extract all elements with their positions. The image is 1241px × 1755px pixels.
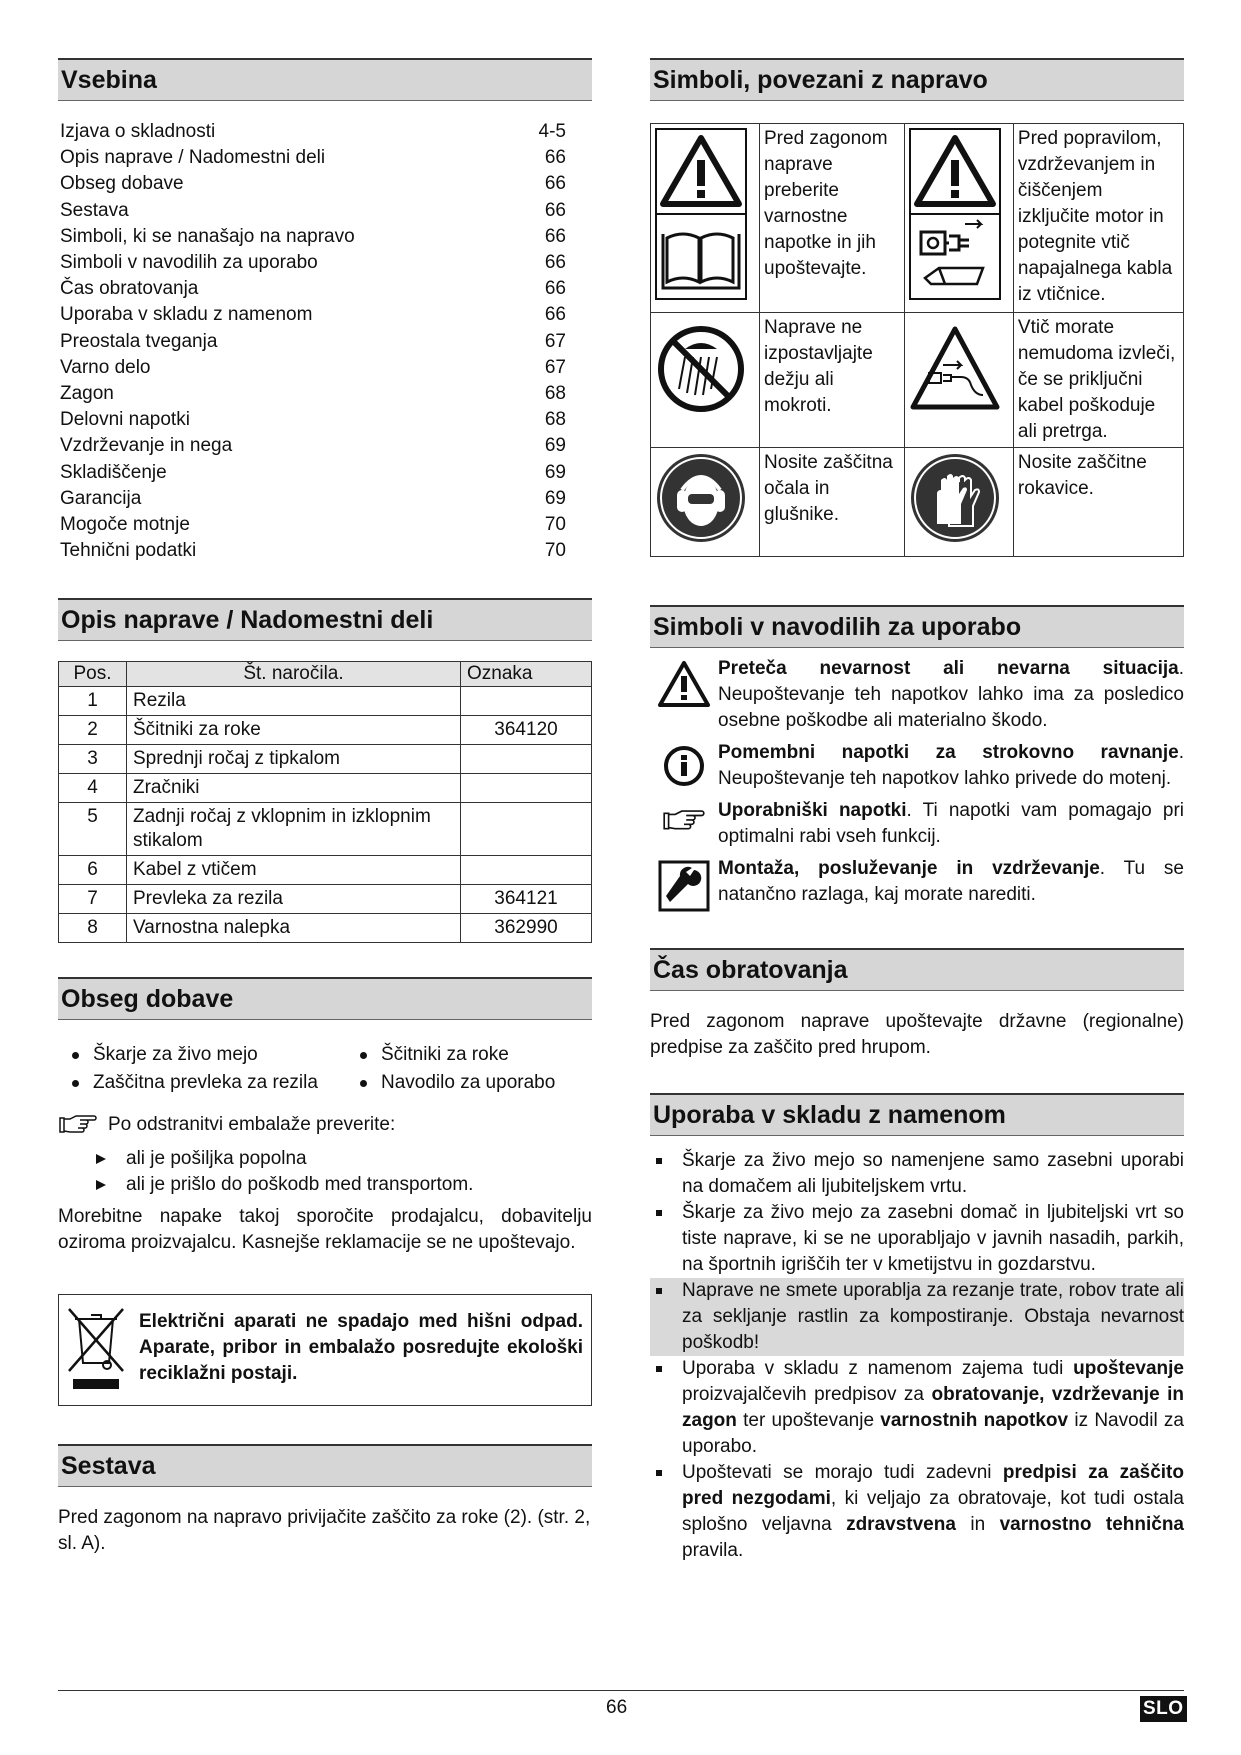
list-item: Škarje za živo mejo za zasebni domač in ljubiteljski vrt so tiste naprave, ki se ne uporabljajo v javnih nasadih, parkih, na športnih igriščih ter v kmetijstvu in gozdarstvu.: [650, 1200, 1184, 1278]
cell-pos: 5: [59, 803, 127, 856]
cell-pos: 2: [59, 716, 127, 745]
contents-heading: Vsebina: [58, 58, 592, 101]
cell-desc: Sprednji ročaj z tipkalom: [127, 745, 461, 774]
table-row: [59, 716, 592, 745]
toc-label: Opis naprave / Nadomestni deli: [60, 147, 326, 169]
list-item: Škarje za živo mejo: [64, 1042, 352, 1068]
toc-label: Varno delo: [60, 356, 151, 378]
left-column: [58, 58, 592, 1557]
toc-label: Delovni napotki: [60, 409, 190, 431]
list-item: ali je pošiljka popolna: [96, 1146, 592, 1172]
toc-label: Uporaba v skladu z namenom: [60, 304, 313, 326]
wrench-icon: [658, 860, 710, 912]
toc-label: Zagon: [60, 383, 114, 405]
cell-pos: 8: [59, 914, 127, 943]
toc-entry: [60, 145, 566, 171]
manual-symbols-heading: Simboli v navodilih za uporabo: [650, 605, 1184, 648]
symbol-text: Nosite zaščitna očala in glušnike.: [760, 448, 905, 557]
header-pos: Pos.: [59, 662, 127, 687]
toc-entry: [60, 198, 566, 224]
toc-entry: [60, 381, 566, 407]
symbol-text: Vtič morate nemudoma izvleči, če se priključni kabel poškoduje ali pretrga.: [1013, 313, 1183, 448]
symbol-text: Nosite zaščitne rokavice.: [1013, 448, 1183, 557]
check-list: [96, 1146, 592, 1198]
weee-notice: [58, 1294, 592, 1406]
toc-label: Simboli, ki se nanašajo na napravo: [60, 225, 355, 247]
toc-label: Obseg dobave: [60, 173, 184, 195]
cell-desc: Varnostna nalepka: [127, 914, 461, 943]
list-item: Pomembni napotki za strokovno ravnanje. Neupoštevanje teh napotkov lahko privede do motenj.: [650, 740, 1184, 792]
toc-label: Tehnični podatki: [60, 540, 197, 562]
toc-label: Garancija: [60, 487, 142, 509]
list-item: Preteča nevarnost ali nevarna situacija. Neupoštevanje teh napotkov lahko ima za posledico osebne poškodbe ali materialno škodo.: [650, 656, 1184, 734]
operating-time-heading: Čas obratovanja: [650, 948, 1184, 991]
warning-icon: [657, 660, 711, 708]
list-item: Naprave ne smete uporablja za rezanje trate, robov trate ali za sekljanje rastlin za kompostiranje. Obstaja nevarnost poškodb!: [650, 1278, 1184, 1356]
delivery-note: Morebitne napake takoj sporočite prodajalcu, dobavitelju oziroma proizvajalcu. Kasnejše reklamacije se ne upoštevajo.: [58, 1206, 592, 1254]
toc-page: 66: [544, 304, 566, 326]
cell-code: [461, 774, 592, 803]
symbol-text: Pred popravilom, vzdrževanjem in čiščenjem izključite motor in potegnite vtič napajalnega kabla iz vtičnice.: [1013, 124, 1183, 313]
crossed-bin-icon: [65, 1305, 127, 1391]
right-column: [650, 58, 1184, 1564]
toc-label: Čas obratovanja: [60, 278, 199, 300]
toc-page: 66: [544, 225, 566, 247]
cell-desc: Ščitniki za roke: [127, 716, 461, 745]
toc-label: Simboli v navodilih za uporabo: [60, 252, 318, 274]
warning-and-unplug-icon: [904, 124, 1013, 313]
info-icon: [662, 744, 706, 788]
table-row: [59, 774, 592, 803]
toc-entry: [60, 276, 566, 302]
toc-page: 69: [544, 435, 566, 457]
list-item: Zaščitna prevleka za rezila: [64, 1070, 352, 1096]
toc-entry: [60, 250, 566, 276]
toc-page: 70: [544, 514, 566, 536]
toc-label: Vzdrževanje in nega: [60, 435, 233, 457]
toc-entry: [60, 119, 566, 145]
toc-page: 66: [544, 147, 566, 169]
list-item: Upoštevati se morajo tudi zadevni predpisi za zaščito pred nezgodami, ki veljajo za obratovaje, kot tudi ostala splošno veljavna zdravstvena in varnostno tehnična pravila.: [650, 1460, 1184, 1564]
toc-page: 67: [544, 356, 566, 378]
toc-page: 66: [544, 199, 566, 221]
toc-entry: [60, 407, 566, 433]
toc-entry: [60, 171, 566, 197]
footer-divider: [58, 1690, 1184, 1691]
toc-page: 67: [544, 330, 566, 352]
symbol-text: Naprave ne izpostavljajte dežju ali mokroti.: [760, 313, 905, 448]
toc-entry: [60, 512, 566, 538]
list-item: Uporabniški napotki. Ti napotki vam pomagajo pri optimalni rabi vseh funkcij.: [650, 798, 1184, 850]
cell-code: [461, 856, 592, 885]
table-row: [59, 745, 592, 774]
toc-page: 69: [544, 461, 566, 483]
cell-pos: 7: [59, 885, 127, 914]
cell-code: [461, 745, 592, 774]
toc-entry: [60, 433, 566, 459]
toc-label: Skladiščenje: [60, 461, 167, 483]
toc-label: Izjava o skladnosti: [60, 121, 216, 142]
cell-code: 364120: [461, 716, 592, 745]
toc-page: 66: [544, 173, 566, 195]
cell-code: 362990: [461, 914, 592, 943]
toc-page: 68: [544, 409, 566, 431]
cell-code: [461, 687, 592, 716]
cell-pos: 3: [59, 745, 127, 774]
toc-entry: [60, 329, 566, 355]
header-order: Št. naročila.: [127, 662, 461, 687]
cell-pos: 4: [59, 774, 127, 803]
assembly-text: Pred zagonom na napravo privijačite zaščito za roke (2). (str. 2, sl. A).: [58, 1507, 591, 1555]
device-symbols-heading: Simboli, povezani z napravo: [650, 58, 1184, 101]
manual-symbols-list: [650, 656, 1184, 912]
header-code: Oznaka: [461, 662, 592, 687]
intended-use-heading: Uporaba v skladu z namenom: [650, 1093, 1184, 1136]
pointing-hand-icon: [662, 808, 706, 834]
list-item: Navodilo za uporabo: [352, 1070, 582, 1096]
table-row: [59, 885, 592, 914]
list-item: Škarje za živo mejo so namenjene samo zasebni uporabi na domačem ali ljubiteljskem vrtu.: [650, 1148, 1184, 1200]
list-item: Montaža, posluževanje in vzdrževanje. Tu se natančno razlaga, kaj morate narediti.: [650, 856, 1184, 912]
language-badge: SLO: [1140, 1696, 1187, 1722]
no-rain-icon: [651, 313, 760, 448]
delivery-list: [64, 1042, 592, 1096]
table-row: [59, 914, 592, 943]
toc-label: Mogoče motnje: [60, 514, 190, 536]
check-intro: Po odstranitvi embalaže preverite:: [58, 1114, 592, 1136]
cell-code: 364121: [461, 885, 592, 914]
table-of-contents: [60, 119, 566, 564]
weee-text: Električni aparati ne spadajo med hišni odpad. Aparate, pribor in embalažo posredujte ekološki reciklažni postaji.: [139, 1311, 583, 1385]
toc-page: 70: [544, 540, 566, 562]
table-row: [59, 803, 592, 856]
toc-entry: [60, 486, 566, 512]
cell-desc: Prevleka za rezila: [127, 885, 461, 914]
toc-label: Preostala tveganja: [60, 330, 218, 352]
toc-page: 69: [544, 487, 566, 509]
list-item: ali je prišlo do poškodb med transportom.: [96, 1172, 592, 1198]
warning-and-manual-icon: [651, 124, 760, 313]
list-item: Ščitniki za roke: [352, 1042, 582, 1068]
toc-page: 68: [544, 383, 566, 405]
cell-desc: Rezila: [127, 687, 461, 716]
assembly-heading: Sestava: [58, 1444, 592, 1487]
toc-entry: [60, 460, 566, 486]
toc-entry: [60, 302, 566, 328]
toc-entry: [60, 355, 566, 381]
table-row: [59, 687, 592, 716]
toc-page: 66: [544, 278, 566, 300]
parts-heading: Opis naprave / Nadomestni deli: [58, 598, 592, 641]
toc-entry: [60, 538, 566, 564]
intended-use-list: [650, 1148, 1184, 1564]
toc-page: 4-5: [538, 121, 566, 142]
parts-table-header: [59, 662, 592, 687]
device-symbols-table: [650, 123, 1184, 557]
table-row: [59, 856, 592, 885]
cell-pos: 1: [59, 687, 127, 716]
cell-desc: Zračniki: [127, 774, 461, 803]
toc-entry: [60, 224, 566, 250]
parts-table: [58, 661, 592, 943]
page-number: 66: [606, 1697, 628, 1718]
operating-time-text: Pred zagonom naprave upoštevajte državne (regionalne) predpise za zaščito pred hrupom.: [650, 1011, 1184, 1058]
delivery-heading: Obseg dobave: [58, 977, 592, 1020]
pointing-hand-icon: [58, 1114, 98, 1136]
toc-page: 66: [544, 252, 566, 274]
cell-code: [461, 803, 592, 856]
symbol-text: Pred zagonom naprave preberite varnostne napotke in jih upoštevajte.: [760, 124, 905, 313]
goggles-earmuffs-icon: [651, 448, 760, 557]
toc-label: Sestava: [60, 199, 129, 221]
list-item: Uporaba v skladu z namenom zajema tudi upoštevanje proizvajalčevih predpisov za obratovanje, vzdrževanje in zagon ter upoštevanje varnostnih napotkov iz Navodil za uporabo.: [650, 1356, 1184, 1460]
damaged-cable-unplug-icon: [904, 313, 1013, 448]
cell-desc: Zadnji ročaj z vklopnim in izklopnim stikalom: [127, 803, 461, 856]
gloves-icon: [904, 448, 1013, 557]
cell-desc: Kabel z vtičem: [127, 856, 461, 885]
cell-pos: 6: [59, 856, 127, 885]
